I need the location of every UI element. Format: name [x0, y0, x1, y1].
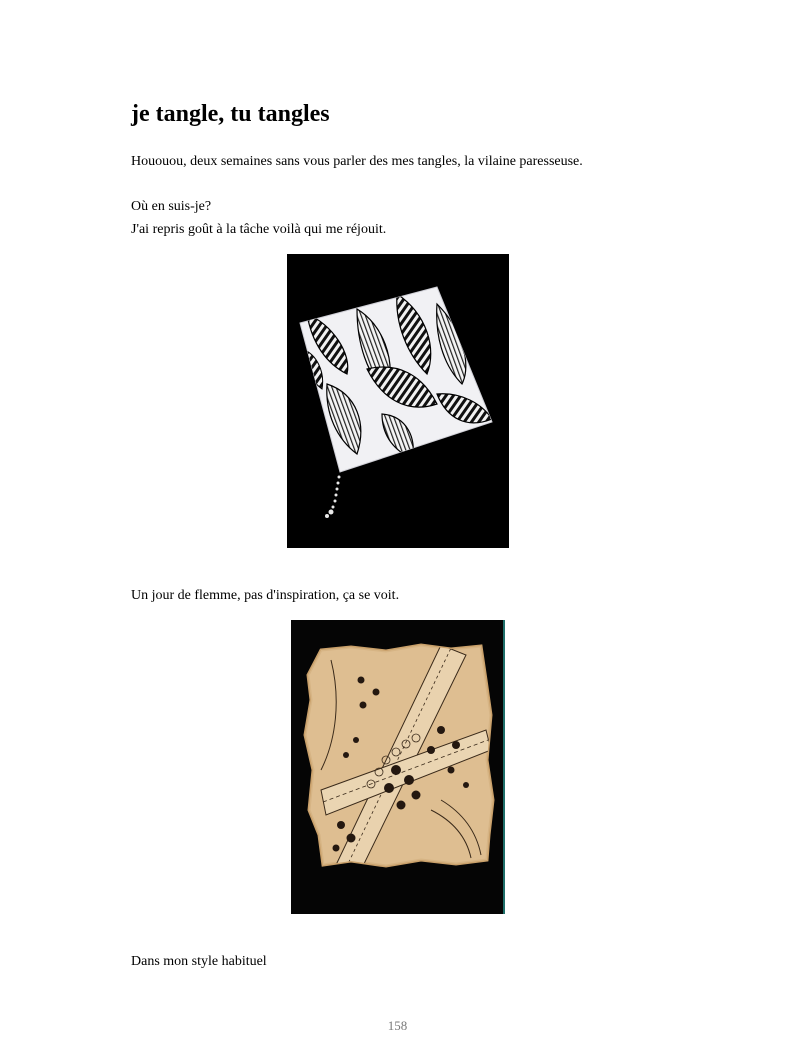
zentangle-torn-paper-photo: [291, 620, 505, 914]
zentangle-leaves-photo: [287, 254, 509, 548]
intro-paragraph: Hououou, deux semaines sans vous parler des mes tangles, la vilaine paresseuse.: [131, 154, 583, 169]
intro-question: Où en suis-je?: [131, 199, 212, 214]
caption-usual-style: Dans mon style habituel: [131, 954, 267, 969]
page-title: je tangle, tu tangles: [131, 101, 330, 127]
intro-statement: J'ai repris goût à la tâche voilà qui me réjouit.: [131, 222, 387, 237]
page-number: 158: [387, 1018, 408, 1033]
caption-lazy-day: Un jour de flemme, pas d'inspiration, ça se voit.: [131, 588, 400, 603]
